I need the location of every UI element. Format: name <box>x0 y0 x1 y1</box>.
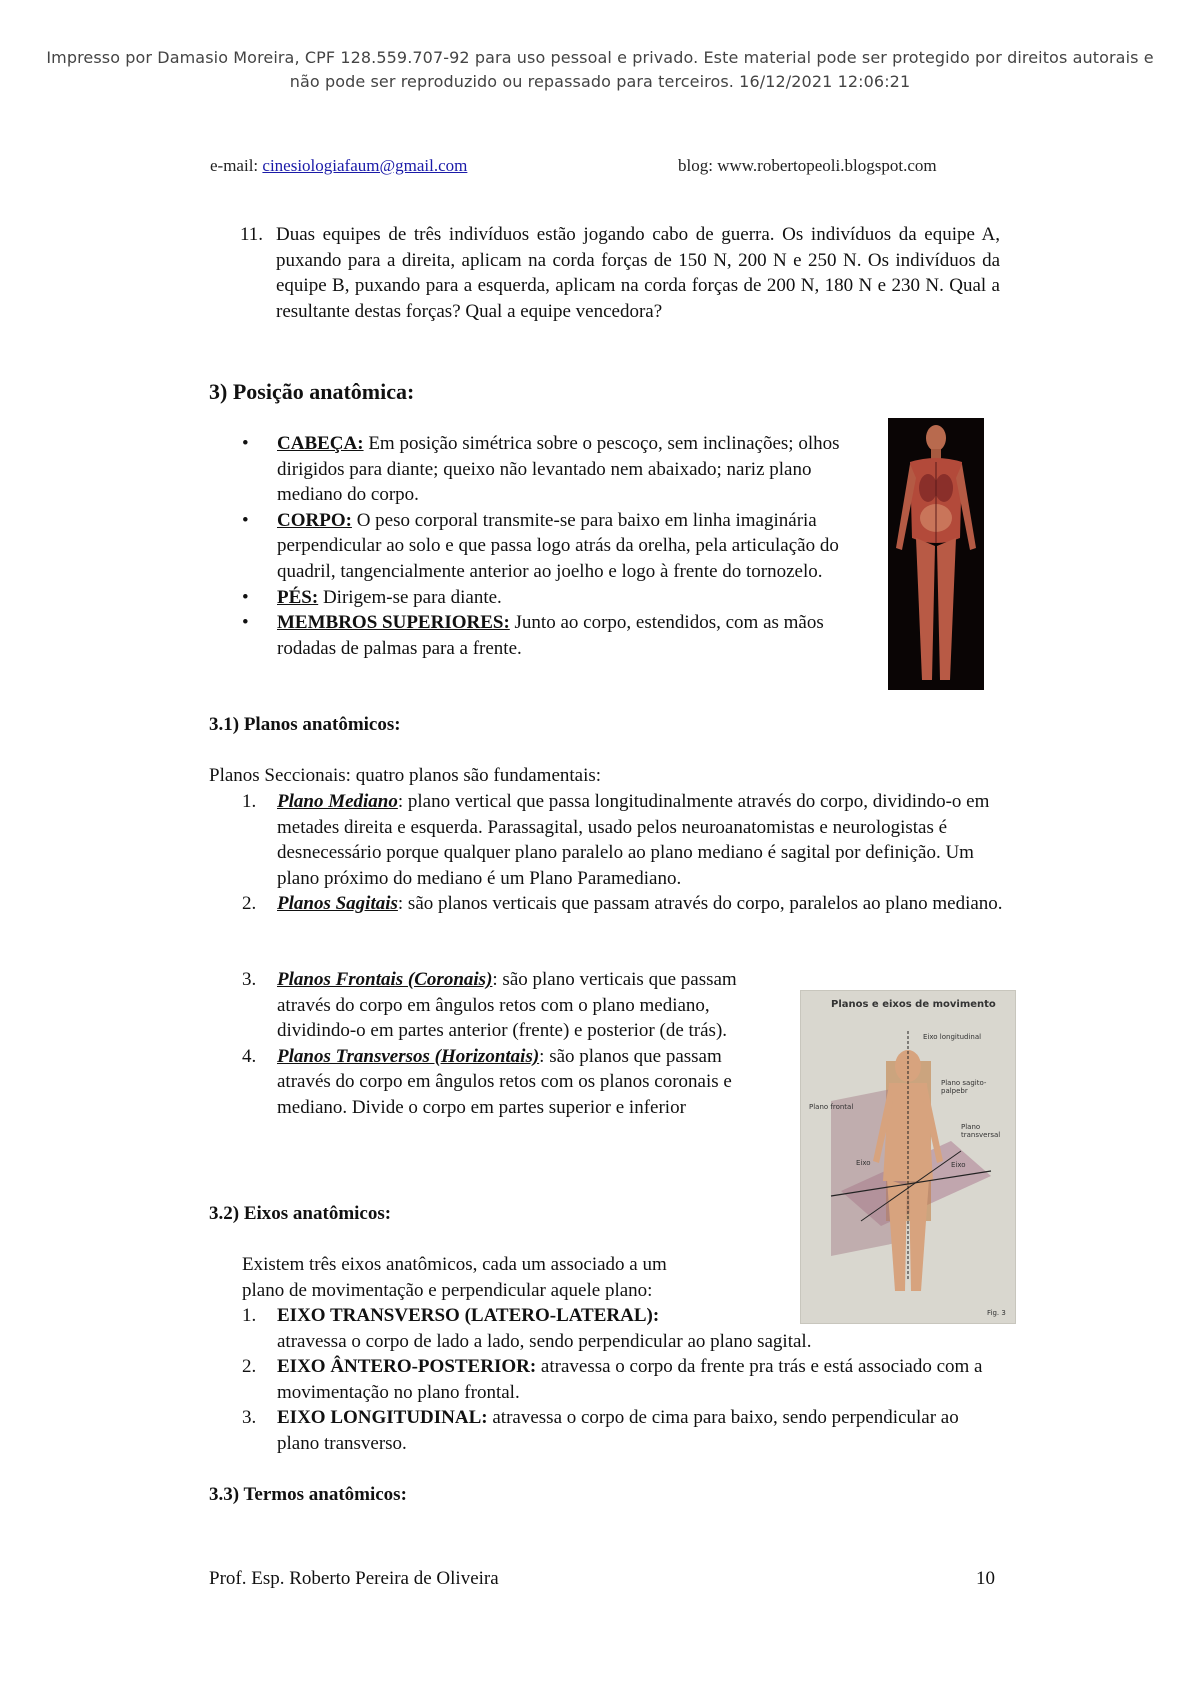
list-item: 2. Planos Sagitais: são planos verticais que passam através do corpo, paralelos ao plano mediano. <box>242 893 1003 915</box>
watermark-line-2: não pode ser reproduzido ou repassado para terceiros. 16/12/2021 12:06:21 <box>289 72 911 91</box>
label-eixo-transverso: Eixo <box>856 1159 871 1167</box>
eixos-intro-line-2: plano de movimentação e perpendicular aquele plano: <box>242 1280 653 1301</box>
eixos-list <box>242 1303 1002 1457</box>
watermark-line-1: Impresso por Damasio Moreira, CPF 128.559.707-92 para uso pessoal e privado. Este material pode ser protegido por direitos autorais e <box>46 48 1154 67</box>
planos-list-part1 <box>242 789 1004 917</box>
list-item: • MEMBROS SUPERIORES: Junto ao corpo, estendidos, com as mãos rodadas de palmas para a frente. <box>242 612 824 659</box>
planes-axes-figure <box>800 990 1016 1324</box>
footer-author: Prof. Esp. Roberto Pereira de Oliveira <box>209 1568 499 1589</box>
anatomical-position-list <box>242 431 878 661</box>
email-link[interactable]: cinesiologiafaum@gmail.com <box>262 156 468 175</box>
list-item: • CORPO: O peso corporal transmite-se para baixo em linha imaginária perpendicular ao solo e que passa logo atrás da orelha, pela articulação do quadril, tangencialmente anterior ao joelho e logo à frente do tornozelo. <box>242 509 839 582</box>
question-number: 11. <box>240 224 264 245</box>
eixos-intro-line-1: Existem três eixos anatômicos, cada um associado a um <box>242 1254 667 1275</box>
label-eixo-antero-posterior: Eixo <box>951 1161 966 1169</box>
list-item: 1. Plano Mediano: plano vertical que passa longitudinalmente através do corpo, dividindo-o em metades direita e esquerda. Parassagital, usado pelos neuroanatomistas e neurologistas é desnecessário porque qualquer plano paralelo ao plano mediano é sagital por definição. Um plano próximo do mediano é um Plano Paramediano. <box>242 791 990 889</box>
blog-header: blog: www.robertopeoli.blogspot.com <box>678 156 937 175</box>
section-title-planos-anatomicos: 3.1) Planos anatômicos: <box>209 714 401 735</box>
print-watermark <box>20 46 1180 94</box>
section-title-posicao-anatomica: 3) Posição anatômica: <box>209 379 415 404</box>
list-item: 3. Planos Frontais (Coronais): são plano verticais que passam através do corpo em ângulos retos com o plano mediano, dividindo-o em partes anterior (frente) e posterior (de trás). <box>242 969 737 1042</box>
list-item: 1. EIXO TRANSVERSO (LATERO-LATERAL): atravessa o corpo de lado a lado, sendo perpendicular ao plano sagital. <box>242 1305 812 1352</box>
label-plano-transversal: Plano transversal <box>961 1123 1001 1139</box>
list-item: • CABEÇA: Em posição simétrica sobre o pescoço, sem inclinações; olhos dirigidos para diante; queixo não levantado nem abaixado; nariz plano mediano do corpo. <box>242 433 840 506</box>
list-item: 2. EIXO ÂNTERO-POSTERIOR: atravessa o corpo da frente pra trás e está associado com a movimentação no plano frontal. <box>242 1356 983 1403</box>
label-eixo-longitudinal: Eixo longitudinal <box>923 1033 982 1041</box>
question-text: Duas equipes de três indivíduos estão jogando cabo de guerra. Os indivíduos da equipe A, puxando para a direita, aplicam na corda forças de 150 N, 200 N e 250 N. Os indivíduos da equipe B, puxando para a esquerda, aplicam na corda forças de 200 N, 180 N e 230 N. Qual a resultante destas forças? Qual a equipe vencedora? <box>276 224 1000 322</box>
email-header <box>210 156 467 176</box>
list-item: 3. EIXO LONGITUDINAL: atravessa o corpo de cima para baixo, sendo perpendicular ao plano transverso. <box>242 1407 959 1454</box>
label-figure-number: Fig. 3 <box>987 1309 1006 1317</box>
section-title-termos-anatomicos: 3.3) Termos anatômicos: <box>209 1484 407 1505</box>
planos-intro: Planos Seccionais: quatro planos são fundamentais: <box>209 765 602 786</box>
email-label: e-mail: <box>210 156 259 175</box>
list-item: 4. Planos Transversos (Horizontais): são planos que passam através do corpo em ângulos retos com os planos coronais e mediano. Divide o corpo em partes superior e inferior <box>242 1045 732 1118</box>
label-plano-frontal: Plano frontal <box>809 1103 854 1111</box>
label-plano-sagital: Plano sagito-palpebr <box>941 1079 987 1095</box>
question-11 <box>240 222 1000 324</box>
section-title-eixos-anatomicos: 3.2) Eixos anatômicos: <box>209 1203 392 1224</box>
footer-page-number: 10 <box>976 1568 995 1589</box>
planos-list-part2 <box>242 967 772 1121</box>
anatomy-body-image <box>888 418 984 690</box>
list-item: • PÉS: Dirigem-se para diante. <box>242 586 502 608</box>
figure-title: Planos e eixos de movimento <box>831 999 996 1010</box>
